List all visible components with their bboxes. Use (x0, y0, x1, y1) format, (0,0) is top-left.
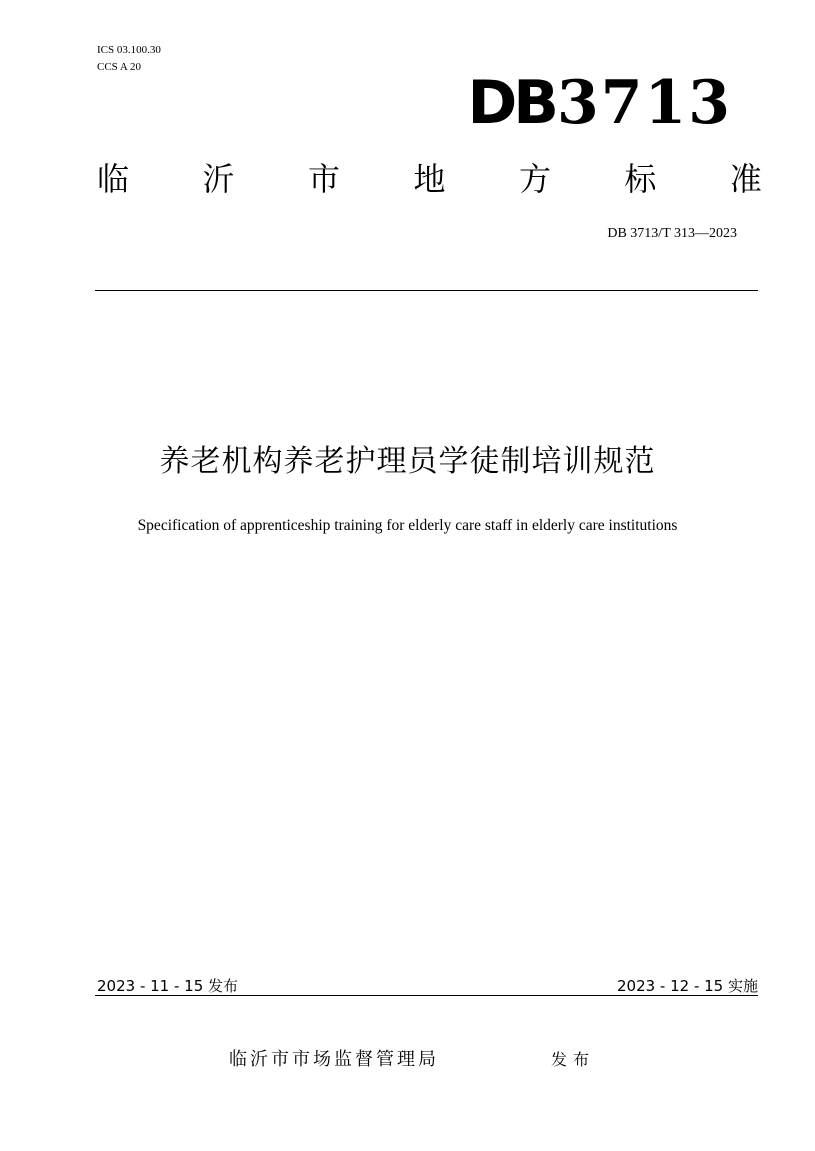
bottom-divider (95, 995, 758, 996)
document-title-zh: 养老机构养老护理员学徒制培训规范 (159, 444, 656, 479)
ics-code: ICS 03.100.30 (97, 44, 161, 56)
standard-code-number: 3713 (557, 68, 732, 138)
document-title-en: Specification of apprenticeship training for elderly care staff in elderly care institutions (137, 517, 678, 534)
local-title-char: 标 (624, 160, 657, 198)
issuing-authority: 临沂市市场监督管理局 (229, 1049, 439, 1070)
local-title-char: 准 (729, 160, 762, 198)
ccs-code: CCS A 20 (97, 61, 142, 73)
local-title-char: 沂 (202, 160, 235, 198)
standard-code-prefix: DB (467, 68, 555, 138)
local-title-char: 临 (97, 160, 130, 198)
top-divider (95, 290, 758, 291)
local-standard-title (97, 157, 762, 201)
standard-number: DB 3713/T 313—2023 (607, 226, 737, 241)
local-title-char: 地 (413, 160, 446, 198)
implement-date: 2023 - 12 - 15 实施 (616, 977, 758, 995)
publish-date: 2023 - 11 - 15 发布 (97, 977, 239, 995)
issue-label: 发布 (551, 1050, 596, 1069)
local-title-char: 市 (307, 160, 340, 198)
local-title-char: 方 (518, 160, 551, 198)
standard-code-mark (467, 70, 732, 136)
